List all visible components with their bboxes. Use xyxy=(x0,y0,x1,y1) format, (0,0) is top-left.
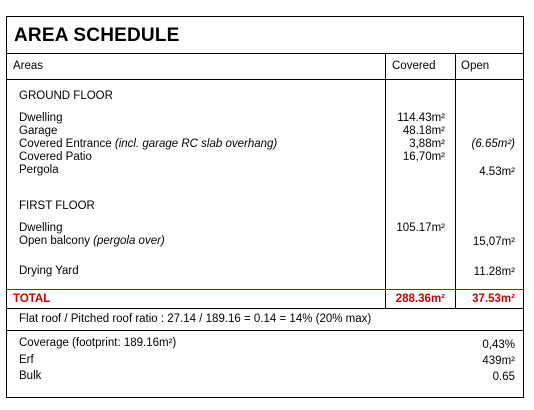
gf-garage-label: Garage xyxy=(19,125,58,137)
gf-dwelling-label: Dwelling xyxy=(19,112,63,124)
bulk-value: 0.65 xyxy=(492,371,515,383)
covered-column-divider xyxy=(385,53,386,309)
roof-ratio-text: Flat roof / Pitched roof ratio : 27.14 / 189.16 = 0.14 = 14% (20% max) xyxy=(19,313,372,325)
ff-open-balcony-label xyxy=(19,235,165,248)
drying-yard-open: 11.28m² xyxy=(473,266,515,278)
coverage-value: 0,43% xyxy=(482,339,515,351)
gf-covered-entrance-note: (incl. garage RC slab overhang) xyxy=(114,138,278,150)
ground-floor-heading: GROUND FLOOR xyxy=(19,90,113,102)
total-top-rule xyxy=(7,289,523,290)
gf-covered-patio-covered: 16,70m² xyxy=(402,151,445,163)
schedule-title: AREA SCHEDULE xyxy=(14,25,180,46)
total-bottom-rule xyxy=(7,308,523,309)
gf-covered-entrance-label xyxy=(19,138,277,151)
total-label: TOTAL xyxy=(13,293,51,305)
gf-covered-entrance-text: Covered Entrance xyxy=(19,138,115,150)
open-header: Open xyxy=(461,60,490,72)
erf-value: 439m² xyxy=(482,355,515,367)
ff-dwelling-label: Dwelling xyxy=(19,222,63,234)
ratio-bottom-rule xyxy=(7,330,523,331)
drying-yard-label: Drying Yard xyxy=(19,265,79,277)
gf-pergola-open: 4.53m² xyxy=(479,166,515,178)
areas-header: Areas xyxy=(13,60,44,72)
gf-covered-entrance-open: (6.65m²) xyxy=(471,138,515,150)
erf-label: Erf xyxy=(19,354,34,366)
ff-open-balcony-text: Open balcony xyxy=(19,235,94,247)
covered-header: Covered xyxy=(392,60,436,72)
gf-covered-patio-label: Covered Patio xyxy=(19,151,92,163)
total-open: 37.53m² xyxy=(472,293,515,305)
area-schedule-table xyxy=(6,16,524,398)
ff-dwelling-covered: 105.17m² xyxy=(396,222,445,234)
gf-covered-entrance-covered: 3,88m² xyxy=(409,138,445,150)
header-row xyxy=(7,53,523,80)
ff-open-balcony-note: (pergola over) xyxy=(93,235,165,247)
bulk-label: Bulk xyxy=(19,370,42,382)
gf-pergola-label: Pergola xyxy=(19,164,59,176)
total-covered: 288.36m² xyxy=(395,293,445,305)
open-column-divider xyxy=(455,53,456,309)
coverage-label: Coverage (footprint: 189.16m²) xyxy=(19,337,177,349)
first-floor-heading: FIRST FLOOR xyxy=(19,200,95,212)
ff-open-balcony-open: 15,07m² xyxy=(472,236,515,248)
title-row xyxy=(7,17,523,54)
gf-garage-covered: 48.18m² xyxy=(402,125,445,137)
gf-dwelling-covered: 114.43m² xyxy=(397,112,445,124)
